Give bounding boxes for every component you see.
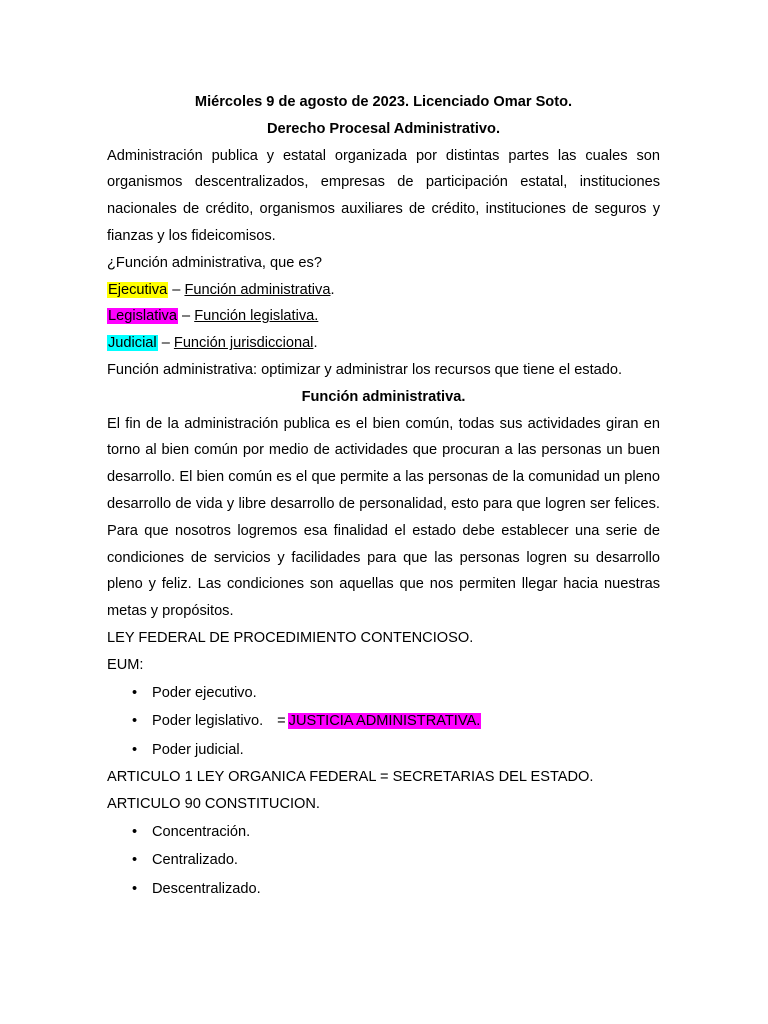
eum-bullet-list — [107, 679, 660, 765]
definition-line: Función administrativa: optimizar y administrar los recursos que tiene el estado. — [107, 361, 623, 378]
articulo-1-line: ARTICULO 1 LEY ORGANICA FEDERAL = SECRETARIAS DEL ESTADO. — [107, 769, 594, 786]
list-item-text: Poder ejecutivo. — [152, 684, 257, 701]
law-line: LEY FEDERAL DE PROCEDIMIENTO CONTENCIOSO. — [107, 629, 474, 646]
separator: – — [177, 308, 195, 325]
list-item — [107, 707, 660, 736]
highlight-ejecutiva: Ejecutiva — [108, 281, 168, 298]
list-item-text: Poder legislativo. — [152, 713, 264, 730]
bullet-icon: • — [132, 852, 138, 869]
articulo-90-line: ARTICULO 90 CONSTITUCION. — [107, 795, 320, 812]
list-item-text: Poder judicial. — [152, 741, 244, 758]
forms-bullet-list — [107, 818, 660, 904]
power-legislativa — [107, 303, 660, 330]
power-judicial — [107, 330, 660, 357]
function-judicial: Función jurisdiccional — [173, 335, 314, 352]
separator: – — [168, 281, 185, 298]
equals-sign: = — [277, 713, 286, 730]
bullet-icon: • — [132, 684, 138, 701]
highlight-justicia: JUSTICIA ADMINISTRATIVA. — [288, 713, 481, 730]
line-end: . — [313, 335, 318, 352]
bullet-icon: • — [132, 741, 138, 758]
list-item-text: Descentralizado. — [152, 880, 261, 897]
list-item — [107, 736, 660, 765]
line-end: . — [330, 281, 335, 298]
power-ejecutiva — [107, 277, 660, 304]
section-title: Función administrativa. — [301, 388, 466, 405]
function-legislativa: Función legislativa. — [194, 308, 319, 325]
list-item — [107, 679, 660, 708]
bullet-icon: • — [132, 880, 138, 897]
course-title: Derecho Procesal Administrativo. — [266, 120, 501, 137]
list-item-text: Centralizado. — [152, 852, 238, 869]
list-item — [107, 875, 660, 904]
list-item-text: Concentración. — [152, 823, 251, 840]
list-item — [107, 818, 660, 847]
highlight-judicial: Judicial — [108, 335, 157, 352]
document-content — [107, 89, 660, 903]
highlight-legislativa: Legislativa — [108, 308, 177, 325]
intro-paragraph: Administración publica y estatal organizada por distintas partes las cuales son organismos descentralizados, empresas de participación estatal, instituciones nacionales de crédito, organismos auxiliares de crédito, instituciones de seguros y fianzas y los fideicomisos. — [107, 147, 660, 244]
function-ejecutiva: Función administrativa — [184, 281, 331, 298]
bullet-icon: • — [132, 823, 138, 840]
date-heading: Miércoles 9 de agosto de 2023. Licenciado Omar Soto. — [194, 94, 573, 110]
main-paragraph: El fin de la administración publica es el bien común, todas sus actividades giran en torno al bien común por medio de actividades que procuran a las personas un buen desarrollo. El bien común es el que permite a las personas de la comunidad un pleno desarrollo de vida y libre desarrollo de personalidad, esto para que logren ser felices. Para que nosotros logremos esa finalidad el estado debe establecer una serie de condiciones de servicios y facilidades para que las personas logren su desarrollo pleno y feliz. Las condiciones son aquellas que nos permiten llegar hacia nuestras metas y propósitos. — [107, 415, 660, 620]
separator: – — [157, 335, 174, 352]
list-item — [107, 846, 660, 875]
question-line: ¿Función administrativa, que es? — [107, 254, 322, 271]
eum-label: EUM: — [107, 656, 144, 673]
bullet-icon: • — [132, 713, 138, 730]
